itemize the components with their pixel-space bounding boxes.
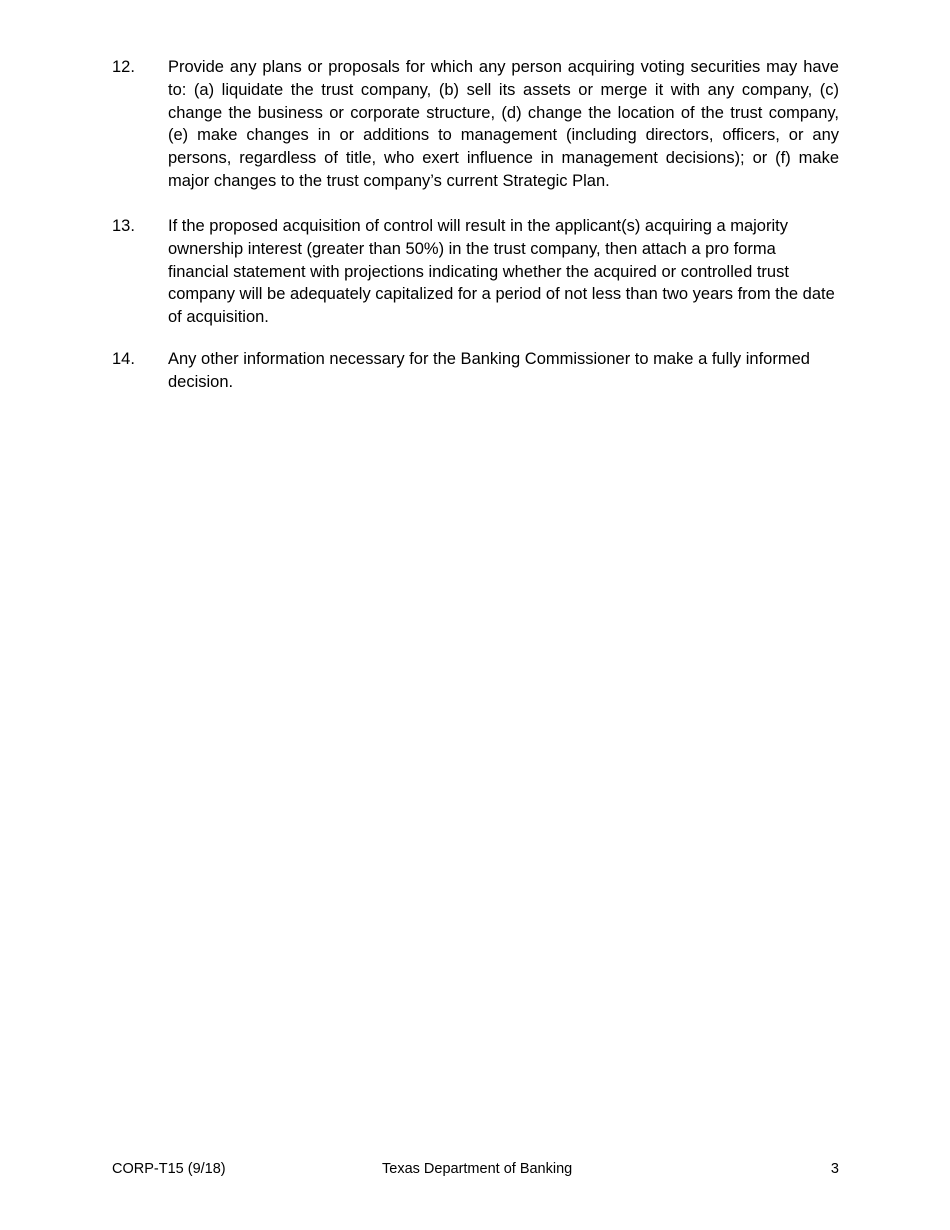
page-footer [112,1159,839,1179]
list-item-12 [112,56,839,193]
item-number: 12. [112,58,135,76]
item-text: If the proposed acquisition of control will result in the applicant(s) acquiring a majority ownership interest (greater than 50%) in the trust company, then attach a pro forma financial statement with projections indicating whether the acquired or controlled trust company will be adequately capitalized for a period of not less than two years from the date of acquisition. [168,217,835,327]
item-text: Any other information necessary for the Banking Commissioner to make a fully informed decision. [168,350,810,391]
footer-form-id: CORP-T15 (9/18) [112,1161,226,1177]
list-item-14 [112,348,839,394]
item-text: Provide any plans or proposals for which any person acquiring voting securities may have to: (a) liquidate the trust company, (b) sell its assets or merge it with any company, (c) change the business or corporate structure, (d) change the location of the trust company, (e) make changes in or additions to management (including directors, officers, or any persons, regardless of title, who exert influence in management decisions); or (f) make major changes to the trust company’s current Strategic Plan. [168,58,839,190]
footer-page-number: 3 [830,1161,839,1177]
footer-agency: Texas Department of Banking [382,1161,573,1177]
item-number: 14. [112,350,135,368]
list-item-13 [112,215,839,329]
item-number: 13. [112,217,135,235]
